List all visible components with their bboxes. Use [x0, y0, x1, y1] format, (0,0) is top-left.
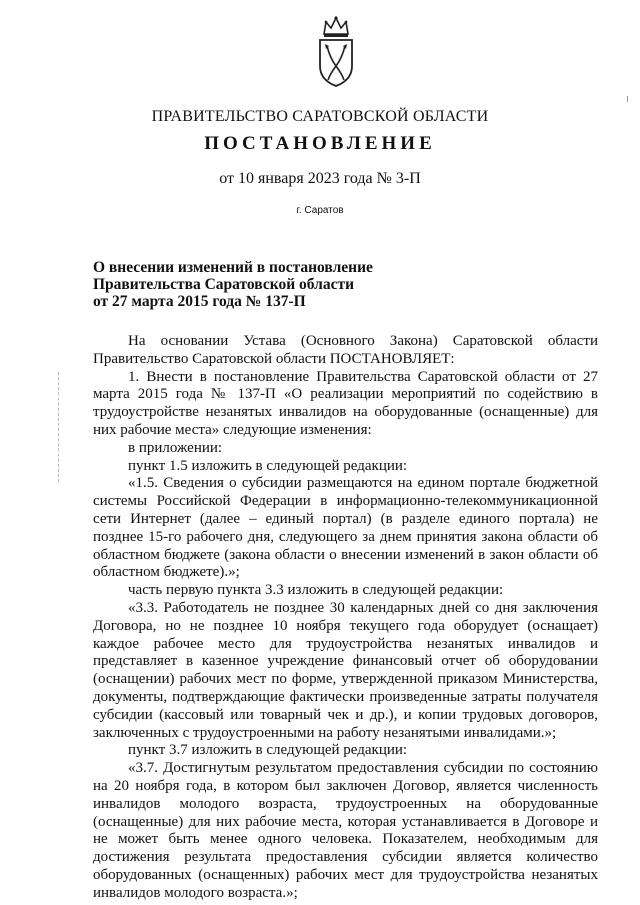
- paragraph-point-1-5-intro: пункт 1.5 изложить в следующей редакции:: [128, 457, 408, 474]
- paragraph-basis: На основании Устава (Основного Закона) Саратовской области Правительство Саратовской области ПОСТАНОВЛЯЕТ:: [93, 333, 598, 367]
- margin-mark: [58, 372, 60, 482]
- paragraph-point-1-5-text: «1.5. Сведения о субсидии размещаются на едином портале бюджетной системы Российской Федерации в информационно-телекоммуникационной сети Интернет (далее – единый портал) (в разделе единого портала) не позднее 15-го рабочего дня, следующего за днем принятия закона области об областном бюджете (закона области о внесении изменений в закон области об областном бюджете).»;: [93, 475, 598, 581]
- document-city: г. Саратов: [296, 205, 344, 216]
- paragraph-point-3-7-text: «3.7. Достигнутым результатом предоставления субсидии по состоянию на 20 ноября года, в котором был заключен Договор, является численность инвалидов молодого возраста, трудоустроенных на оборудованные (оснащенные) для них рабочие места, которая устанавливается в Договоре и не может быть менее одного человека. Показателем, необходимым для достижения результата предоставления субсидии является количество оборудованных (оснащенных) рабочих мест для трудоустройства незанятых инвалидов молодого возраста.»;: [93, 760, 598, 901]
- document-type: ПОСТАНОВЛЕНИЕ: [204, 133, 436, 154]
- organization-name: ПРАВИТЕЛЬСТВО САРАТОВСКОЙ ОБЛАСТИ: [151, 108, 489, 125]
- paragraph-point-3-3-intro: часть первую пункта 3.3 изложить в следующей редакции:: [128, 582, 504, 599]
- paragraph-point-3-3-text: «3.3. Работодатель не позднее 30 календарных дней со дня заключения Договора, но не позднее 10 ноября текущего года оборудует (оснащает) каждое рабочее место для трудоустройства незанятых инвалидов и представляет в казенное учреждение финансовый отчет об оборудовании (оснащении) рабочих мест по форме, утвержденной приказом Министерства, документы, подтверждающие фактически произведенные затраты получателя субсидии (кассовый или товарный чек и др.), и копии трудовых договоров, заключенных с трудоустроенными на работу незанятыми инвалидами.»;: [93, 599, 598, 741]
- page-edge-mark: [627, 96, 628, 102]
- paragraph-annex: в приложении:: [128, 439, 223, 456]
- subject-line: Правительства Саратовской области: [93, 276, 354, 293]
- subject-line: О внесении изменений в постановление: [93, 259, 373, 276]
- document-body: [93, 333, 598, 903]
- document-subject: [93, 259, 493, 310]
- coat-of-arms-icon: [316, 14, 356, 88]
- paragraph-point-3-7-intro: пункт 3.7 изложить в следующей редакции:: [128, 742, 408, 759]
- subject-line: от 27 марта 2015 года № 137-П: [93, 293, 306, 310]
- paragraph-item-1: 1. Внести в постановление Правительства Саратовской области от 27 марта 2015 года № 137-П «О реализации мероприятий по содействию в трудоустройстве незанятых инвалидов на оборудованные (оснащенные) для них рабочие места» следующие изменения:: [93, 368, 598, 438]
- document-date-number: от 10 января 2023 года № 3-П: [219, 170, 421, 187]
